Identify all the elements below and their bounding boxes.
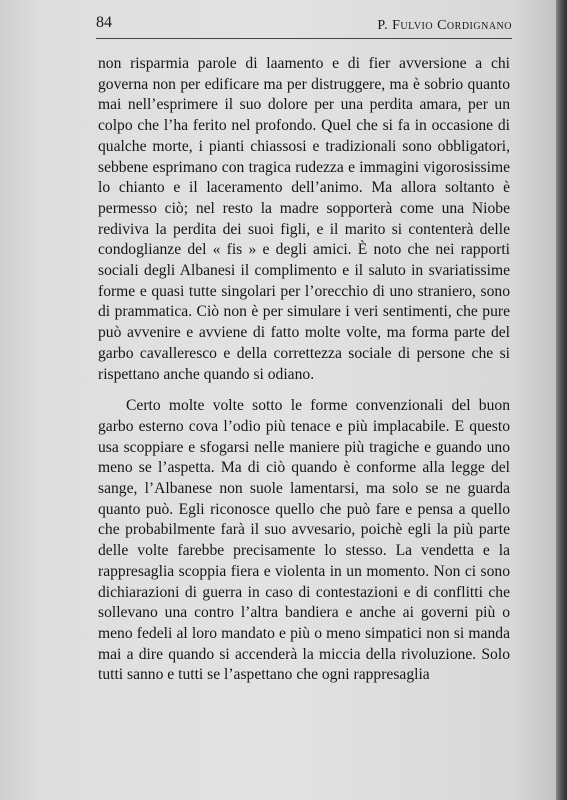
header-rule (96, 38, 512, 39)
paragraph: non risparmia parole di laamento e di fier avversione a chi governa non per edificare ma per distruggere, ma è sobrio quanto mai nell’esprimere il suo dolore per una perdita amara, per un colpo che l’ha ferito nel profondo. Quel che si fa in occasione di qualche morte, i pianti chiassosi e tradizionali sono obbligatori, sebbene esprimano con tragica rudezza e immagini vigorosissime lo chianto e il laceramento dell’animo. Ma allora soltanto è permesso ciò; nel resto la madre sopporterà come una Niobe rediviva la perdita dei suoi figli, e il marito si contenterà delle condoglianze del « fis » e degli amici. È noto che nei rapporti sociali degli Albanesi il complimento e il saluto in svariatissime forme e quasi tutte singolari per l’orecchio di uno straniero, sono di prammatica. Ciò non è per simulare i veri sentimenti, che pure può avvenire e avviene di fatto molte volte, ma forma parte del garbo cavalleresco e della correttezza sociale di persone che si rispettano anche quando si odiano. (98, 55, 510, 383)
page-number: 84 (96, 14, 112, 31)
page-edge-shadow (556, 0, 567, 800)
page-header (96, 14, 512, 36)
paragraph: Certo molte volte sotto le forme convenzionali del buon garbo esterno cova l’odio più tenace e più implacabile. E questo usa scoppiare e sfogarsi nelle maniere più tragiche e guando uno meno se l’aspetta. Ma di ciò quando è conforme alla legge del sange, l’Albanese non suole lamentarsi, ma solo se ne guarda quanto può. Egli riconosce quello che può fare e pensa a quello che probabilmente farà il suo avvesario, poichè egli la più parte delle volte farebbe precisamente lo stesso. La vendetta e la rappresaglia scoppia fiera e violenta in un momento. Non ci sono dichiarazioni di guerra in caso di contestazioni e di conflitti che sollevano una contro l’altra bandiera e anche ai governi più o meno fedeli al loro mandato e più o meno simpatici non si manda mai a dire quando si accenderà la miccia della rivoluzione. Solo tutti sanno e tutti se l’aspettano che ogni rappresaglia (98, 397, 510, 684)
running-head: P. Fulvio Cordignano (377, 18, 512, 33)
body-text (98, 54, 510, 686)
